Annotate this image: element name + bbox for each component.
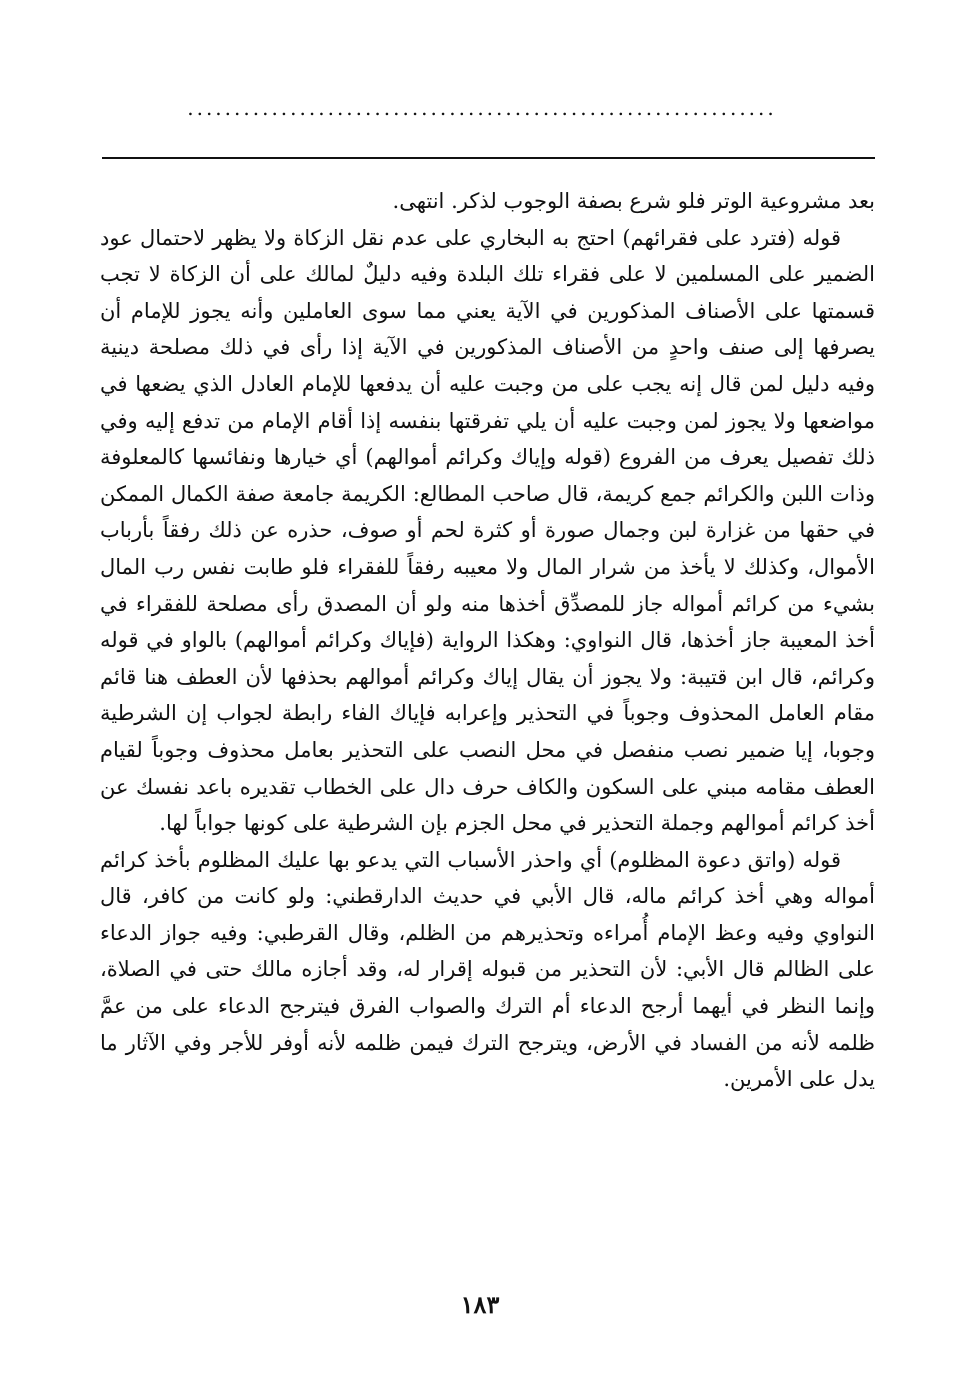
paragraph-1: بعد مشروعية الوتر فلو شرع بصفة الوجوب لذكر. انتهى.: [392, 189, 875, 213]
paragraph-2: قوله (فترد على فقرائهم) احتج به البخاري على عدم نقل الزكاة ولا يظهر لاحتمال عود الضمير على المسلمين لا على فقراء تلك البلدة وفيه دليلٌ لمالك على أن الزكاة لا تجب قسمتها على الأصناف المذكورين في الآية يعني مما سوى العاملين وأنه يجوز للإمام أن يصرفها إلى صنف واحدٍ من الأصناف المذكورين في الآية إذا رأى في ذلك مصلحة دينية وفيه دليل لمن قال إنه يجب على من وجبت عليه أن يدفعها للإمام العادل الذي يضعها في مواضعها ولا يجوز لمن وجبت عليه أن يلي تفرقتها بنفسه إذا أقام الإمام من تدفع إليه وفي ذلك تفصيل يعرف من الفروع (قوله وإياك وكرائم أموالهم) أي خيارها ونفائسها كالمعلوفة وذات اللبن والكرائم جمع كريمة، قال صاحب المطالع: الكريمة جامعة صفة الكمال الممكن في حقها من غزارة لبن وجمال صورة أو كثرة لحم أو صوف، حذره عن ذلك رفقاً بأرباب الأموال، وكذلك لا يأخذ من شرار المال ولا معيبه رفقاً للفقراء فلو طابت نفس رب المال بشيء من كرائم أمواله جاز للمصدِّق أخذها منه ولو أن المصدق رأى مصلحة للفقراء في أخذ المعيبة جاز أخذها، قال النواوي: وهكذا الرواية (فإياك وكرائم أموالهم) بالواو في قوله وكرائم، قال ابن قتيبة: ولا يجوز أن يقال إياك وكرائم أموالهم بحذفها لأن العطف هنا قائم مقام العامل المحذوف وجوباً في التحذير وإعرابه فإياك الفاء رابطة لجواب إن الشرطية وجوبا، إيا ضمير نصب منفصل في محل النصب على التحذير بعامل محذوف وجوباً لقيام العطف مقامه مبني على السكون والكاف حرف دال على الخطاب تقديره باعد نفسك عن أخذ كرائم أموالهم وجملة التحذير في محل الجزم بإن الشرطية على كونها جواباً لها.: [100, 225, 875, 836]
paragraph-3: قوله (واتق دعوة المظلوم) أي واحذر الأسباب التي يدعو بها عليك المظلوم بأخذ كرائم أمواله وهي أخذ كرائم ماله، قال الأبي في حديث الدارقطني: ولو كانت من كافر، قال النواوي وفيه وعظ الإمام أُمراءه وتحذيرهم من الظلم، وقال القرطبي: وفيه جواز الدعاء على الظالم قال الأبي: لأن التحذير من قبوله إقرار له، وقد أجازه مالك حتى في الصلاة، وإنما النظر في أيهما أرجح الدعاء أم الترك والصواب الفرق فيترجح الدعاء على من عمَّ ظلمه لأنه من الفساد في الأرض، ويترجح الترك فيمن ظلمه لأنه أوفر للأجر وفي الآثار ما يدل على الأمرين.: [100, 847, 875, 1092]
page-number: ١٨٣: [460, 1290, 500, 1319]
horizontal-rule: [102, 157, 875, 159]
dotted-separator: ...............................................................: [187, 96, 777, 120]
main-text: [100, 183, 875, 1098]
